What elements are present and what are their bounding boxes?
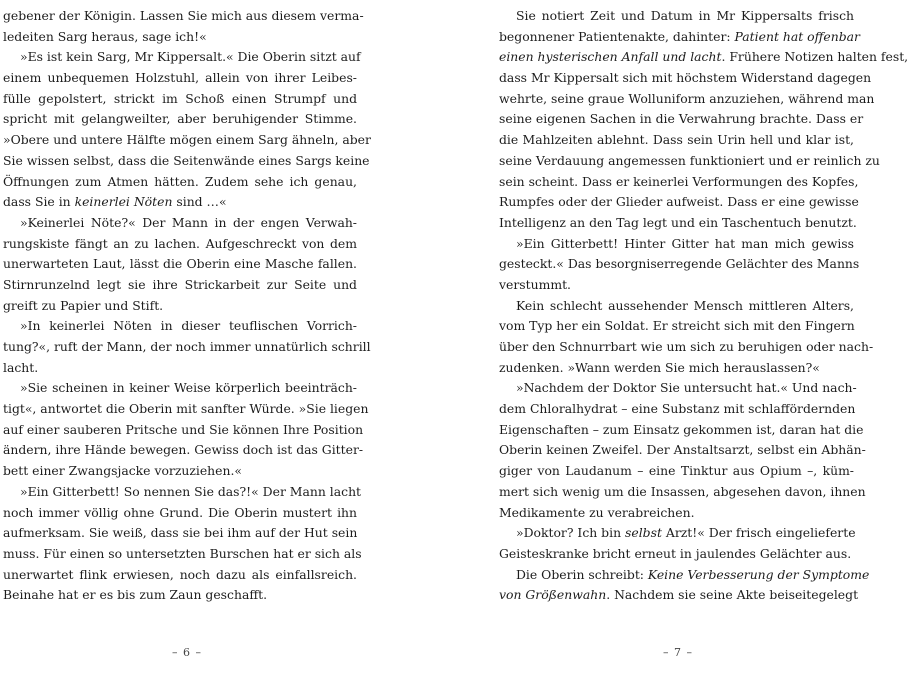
text-line: »Ein Gitterbett! Hinter Gitter hat man mich gewiss [516, 235, 854, 251]
text-line: »Nachdem der Doktor Sie untersucht hat.« Und nach- [516, 380, 857, 396]
page-number-left: – 6 – [172, 646, 202, 659]
text-line: Eigenschaften – zum Einsatz gekommen ist, daran hat die [499, 421, 864, 437]
text-line: die Mahlzeiten ablehnt. Dass sein Urin hell und klar ist, [499, 132, 854, 148]
text-line: Beinahe hat er es bis zum Zaun geschafft. [3, 587, 268, 603]
text-line: »Ein Gitterbett! So nennen Sie das?!« Der Mann lacht [20, 483, 362, 499]
text-line: zudenken. »Wann werden Sie mich herauslassen?« [499, 359, 820, 375]
text-line: dass Mr Kippersalt sich mit höchstem Widerstand dagegen [499, 70, 872, 86]
text-line: Stirnrunzelnd legt sie ihre Strickarbeit zur Seite und [3, 276, 357, 292]
text-line: muss. Für einen so untersetzten Burschen hat er sich als [3, 545, 362, 561]
text-line: »Es ist kein Sarg, Mr Kippersalt.« Die Oberin sitzt auf [20, 49, 361, 65]
text-line: »In keinerlei Nöten in dieser teuflischen Vorrich- [20, 318, 357, 334]
text-line: spricht mit gelangweilter, aber beruhigender Stimme. [3, 111, 357, 127]
text-line: von Größenwahn. Nachdem sie seine Akte beiseitegelegt [499, 587, 859, 603]
text-line: bett einer Zwangsjacke vorzuziehen.« [3, 463, 242, 479]
text-line: tung?«, ruft der Mann, der noch immer unnatürlich schrill [3, 339, 371, 354]
text-line: aufmerksam. Sie weiß, dass sie bei ihm auf der Hut sein [3, 525, 358, 541]
text-line: gebener der Königin. Lassen Sie mich aus diesem verma- [3, 8, 364, 23]
text-line: Sie notiert Zeit und Datum in Mr Kippersalts frisch [516, 8, 854, 23]
text-line: begonnener Patientenakte, dahinter: Patient hat offenbar [499, 28, 860, 44]
page-number-right: – 7 – [663, 646, 693, 659]
text-line: fülle gepolstert, strickt im Schoß einen Strumpf und [3, 90, 357, 106]
text-line: Rumpfes oder der Glieder aufweist. Dass er eine gewisse [499, 194, 859, 210]
text-line: seine Verdauung angemessen funktioniert und er reinlich zu [499, 152, 880, 168]
text-line: Kein schlecht aussehender Mensch mittleren Alters, [516, 297, 854, 313]
text-line: wehrte, seine graue Wolluniform anzuziehen, während man [499, 90, 875, 106]
text-line: über den Schnurrbart wie um sich zu beruhigen oder nach- [499, 339, 874, 354]
text-line: ledeiten Sarg heraus, sage ich!« [3, 28, 207, 44]
text-line: mert sich wenig um die Insassen, abgesehen davon, ihnen [499, 483, 866, 499]
left-page [0, 0, 428, 684]
text-line: »Keinerlei Nöte?« Der Mann in der engen Verwah- [20, 214, 357, 230]
text-line: sein scheint. Dass er keinerlei Verformungen des Kopfes, [499, 173, 859, 189]
text-line: Geisteskranke bricht erneut in jaulendes Gelächter aus. [499, 545, 852, 561]
text-line: unerwartet flink erwiesen, noch dazu als einfallsreich. [3, 566, 357, 582]
text-line: noch immer völlig ohne Grund. Die Oberin mustert ihn [3, 504, 357, 520]
text-line: seine eigenen Sachen in die Verwahrung brachte. Dass er [499, 111, 864, 127]
text-line: dass Sie in keinerlei Nöten sind …« [3, 194, 227, 210]
left-page-text [3, 6, 371, 606]
text-line: Medikamente zu verabreichen. [499, 504, 695, 520]
text-line: verstummt. [499, 276, 571, 292]
text-line: tigt«, antwortet die Oberin mit sanfter Würde. »Sie liegen [3, 401, 369, 417]
text-line: »Sie scheinen in keiner Weise körperlich beeinträch- [20, 380, 357, 396]
right-page-text [499, 6, 908, 606]
text-line: Intelligenz an den Tag legt und ein Taschentuch benutzt. [499, 214, 857, 230]
text-line: Sie wissen selbst, dass die Seitenwände eines Sargs keine [3, 152, 370, 168]
text-line: auf einer sauberen Pritsche und Sie können Ihre Position [3, 421, 364, 437]
text-line: greift zu Papier und Stift. [3, 297, 164, 313]
text-line: Oberin keinen Zweifel. Der Anstaltsarzt, selbst ein Abhän- [499, 442, 866, 458]
text-line: gesteckt.« Das besorgniserregende Gelächter des Manns [499, 256, 860, 272]
text-line: ändern, ihre Hände bewegen. Gewiss doch ist das Gitter- [3, 442, 364, 458]
right-page [428, 0, 908, 684]
text-line: lacht. [3, 359, 39, 375]
text-line: dem Chloralhydrat – eine Substanz mit schlaffördernden [499, 401, 856, 417]
text-line: giger von Laudanum – eine Tinktur aus Opium –, küm- [499, 463, 854, 479]
text-line: Die Oberin schreibt: Keine Verbesserung der Symptome [516, 566, 870, 582]
text-line: »Obere und untere Hälfte mögen einem Sarg ähneln, aber [3, 132, 371, 148]
text-line: Öffnungen zum Atmen hätten. Zudem sehe ich genau, [3, 173, 357, 189]
text-line: einen hysterischen Anfall und lacht. Frühere Notizen halten fest, [499, 49, 908, 65]
text-line: »Doktor? Ich bin selbst Arzt!« Der frisch eingelieferte [516, 525, 856, 541]
text-line: einem unbequemen Holzstuhl, allein von ihrer Leibes- [3, 70, 357, 86]
text-line: unerwarteten Laut, lässt die Oberin eine Masche fallen. [3, 256, 357, 272]
text-line: rungskiste fängt an zu lachen. Aufgeschreckt von dem [3, 235, 357, 251]
text-line: vom Typ her ein Soldat. Er streicht sich mit den Fingern [499, 318, 855, 334]
